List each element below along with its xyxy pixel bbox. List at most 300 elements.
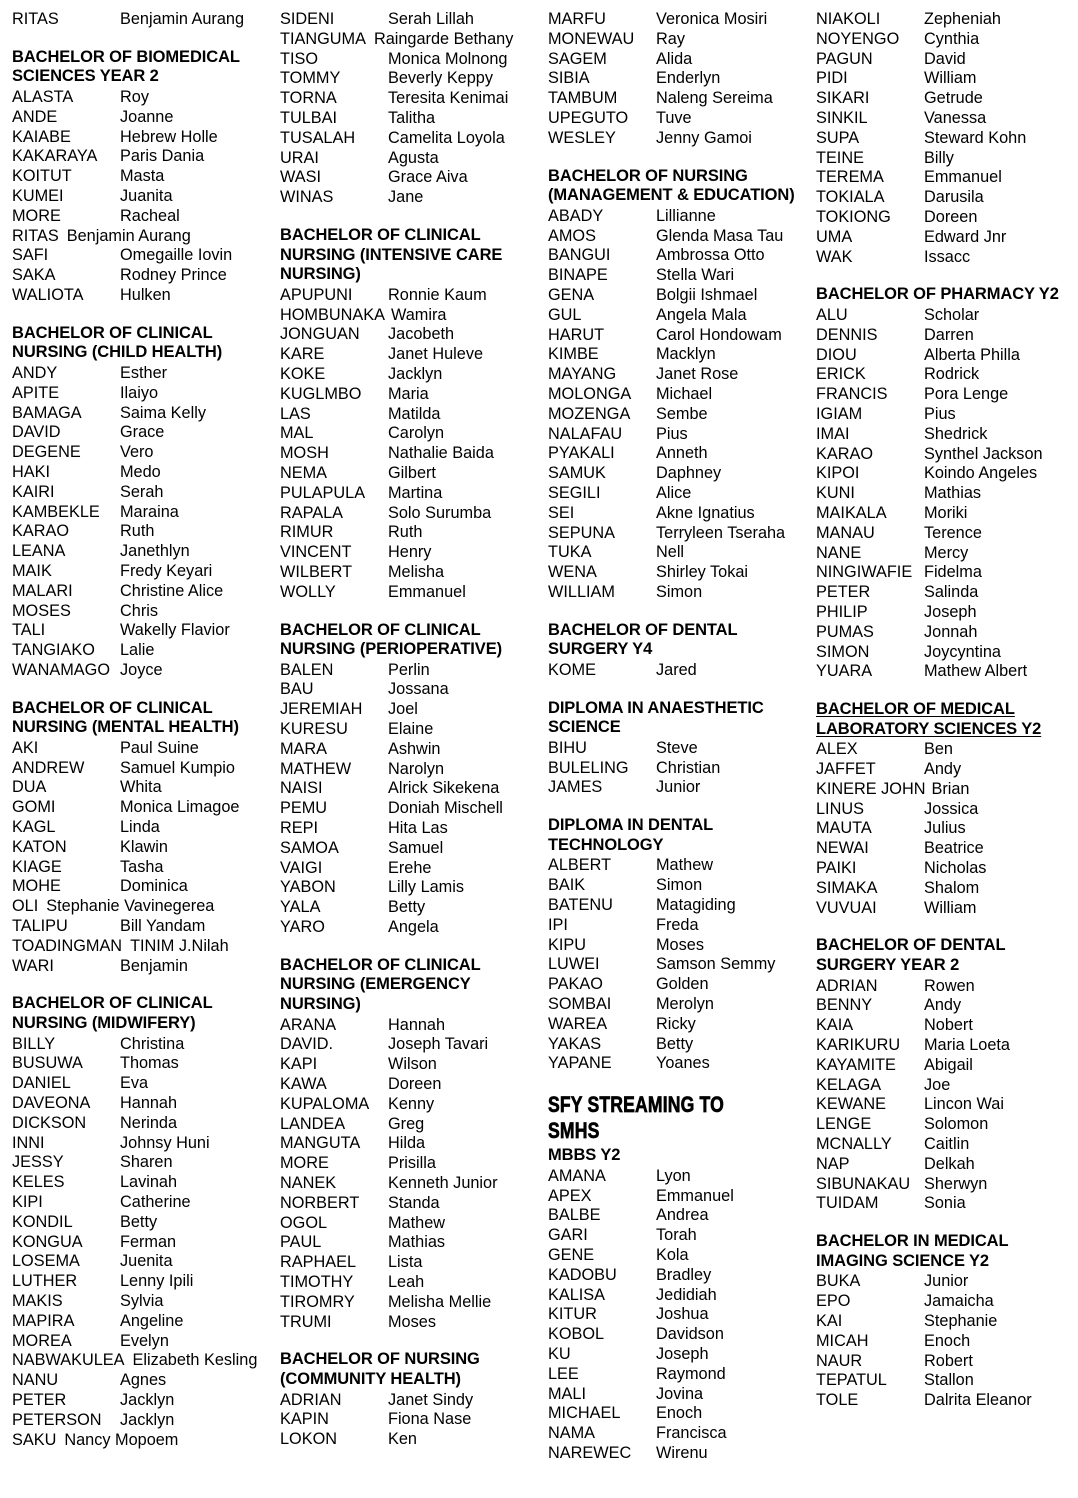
student-surname: RITAS — [12, 226, 59, 245]
student-given-name: Wilson — [388, 1055, 437, 1074]
student-given-name: Joel — [388, 700, 418, 719]
student-given-name: Issacc — [924, 247, 971, 266]
student-surname: BALBE — [548, 1206, 601, 1225]
student-entry — [548, 129, 798, 149]
student-entry — [816, 50, 1077, 70]
student-entry — [12, 1153, 262, 1173]
student-entry — [280, 109, 530, 129]
student-entry — [280, 918, 530, 938]
student-entry — [12, 1272, 262, 1292]
student-surname: WILBERT — [280, 562, 353, 581]
student-surname: DENNIS — [816, 325, 878, 344]
student-surname: KAIRI — [12, 482, 55, 501]
student-surname: TRUMI — [280, 1312, 332, 1331]
student-given-name: Christian — [656, 758, 721, 777]
student-given-name: Andrea — [656, 1206, 709, 1225]
program-section — [280, 226, 530, 603]
student-entry — [280, 286, 530, 306]
student-surname: KARE — [280, 345, 325, 364]
name-list-column — [268, 10, 536, 1450]
student-entry — [12, 108, 262, 128]
student-surname: SIBIA — [548, 69, 590, 88]
student-given-name: Christina — [120, 1034, 185, 1053]
student-entry — [816, 1036, 1077, 1056]
student-entry — [816, 326, 1077, 346]
student-given-name: Tasha — [120, 857, 164, 876]
student-entry — [12, 1252, 262, 1272]
name-list-column — [804, 10, 1078, 1411]
student-entry — [280, 129, 530, 149]
student-entry — [816, 405, 1077, 425]
student-surname: TOLE — [816, 1391, 859, 1410]
student-surname: PAKAO — [548, 975, 603, 994]
student-given-name: Billy — [924, 148, 954, 167]
student-surname: NANEK — [280, 1174, 337, 1192]
columns-container — [0, 10, 1078, 1464]
student-surname: TORNA — [280, 89, 337, 108]
student-surname: TAMBUM — [548, 89, 618, 108]
student-entry — [12, 877, 262, 897]
student-entry — [548, 896, 798, 916]
student-given-name: Solo Surumba — [388, 503, 492, 522]
student-surname: TOKIALA — [816, 188, 885, 207]
student-surname: ERICK — [816, 365, 866, 384]
student-given-name: Serah — [120, 482, 164, 501]
student-given-name: Merolyn — [656, 995, 714, 1014]
student-entry — [548, 1167, 798, 1187]
student-given-name: Nerinda — [120, 1113, 178, 1132]
student-given-name: Ben — [924, 740, 953, 759]
student-given-name: Hannah — [120, 1094, 178, 1113]
student-entry — [12, 858, 262, 878]
student-given-name: Ruth — [388, 523, 423, 542]
name-list-column — [536, 10, 804, 1464]
student-entry — [816, 839, 1077, 859]
student-entry — [548, 484, 798, 504]
student-entry — [816, 544, 1077, 564]
student-entry — [12, 207, 262, 227]
program-section — [12, 994, 262, 1450]
student-entry — [816, 1292, 1077, 1312]
student-given-name: Rowen — [924, 976, 975, 995]
student-surname: TIROMRY — [280, 1292, 355, 1311]
student-surname: AMOS — [548, 226, 596, 245]
student-entry — [816, 149, 1077, 169]
student-entry — [12, 778, 262, 798]
student-given-name: Salinda — [924, 583, 979, 602]
student-entry — [548, 1266, 798, 1286]
student-entry — [548, 1404, 798, 1424]
student-surname: NORBERT — [280, 1193, 360, 1212]
student-surname: IGIAM — [816, 404, 863, 423]
student-surname: DUA — [12, 778, 47, 797]
program-section — [12, 699, 262, 977]
student-given-name: Beatrice — [924, 839, 984, 858]
student-surname: MOLONGA — [548, 384, 632, 403]
student-given-name: Nathalie Baida — [388, 444, 494, 463]
student-entry — [816, 643, 1077, 663]
student-entry — [280, 484, 530, 504]
student-entry — [280, 740, 530, 760]
student-given-name: TINIM J.Nilah — [130, 936, 229, 955]
student-entry — [816, 69, 1077, 89]
student-given-name: Lyon — [656, 1166, 691, 1185]
student-surname: YAKAS — [548, 1034, 602, 1053]
student-entry — [280, 839, 530, 859]
student-given-name: Shalom — [924, 878, 980, 897]
program-section — [548, 1092, 798, 1464]
student-given-name: Mathew — [656, 856, 714, 875]
student-entry — [548, 464, 798, 484]
student-entry — [816, 89, 1077, 109]
student-given-name: Doreen — [388, 1075, 442, 1094]
student-surname: YUARA — [816, 662, 873, 681]
student-entry — [548, 1444, 798, 1464]
program-section — [280, 10, 530, 208]
student-given-name: Simon — [656, 876, 703, 895]
student-entry — [548, 266, 798, 286]
student-entry — [816, 30, 1077, 50]
student-surname: KAMBEKLE — [12, 502, 100, 521]
student-given-name: Saima Kelly — [120, 403, 206, 422]
student-surname: LENGE — [816, 1115, 872, 1134]
student-surname: SUPA — [816, 128, 860, 147]
student-entry — [12, 1292, 262, 1312]
student-entry — [12, 1035, 262, 1055]
student-entry — [816, 583, 1077, 603]
student-given-name: Getrude — [924, 89, 983, 108]
student-entry — [548, 1305, 798, 1325]
student-entry — [816, 306, 1077, 326]
student-entry — [548, 246, 798, 266]
student-entry — [280, 1035, 530, 1055]
student-given-name: Enoch — [656, 1404, 703, 1423]
student-given-name: Francisca — [656, 1424, 727, 1443]
student-given-name: Joshua — [656, 1305, 709, 1324]
program-section — [548, 621, 798, 681]
program-section — [816, 700, 1077, 918]
student-given-name: Mathew Albert — [924, 662, 1028, 681]
student-given-name: Steward Kohn — [924, 128, 1027, 147]
student-given-name: Enderlyn — [656, 69, 721, 88]
student-surname: PETER — [12, 1390, 67, 1409]
program-heading: BACHELOR OF CLINICAL NURSING (EMERGENCY NURSING) — [280, 955, 481, 1014]
student-given-name: Darren — [924, 325, 974, 344]
program-heading: DIPLOMA IN DENTAL TECHNOLOGY — [548, 816, 713, 854]
student-surname: MANGUTA — [280, 1134, 361, 1153]
student-entry — [12, 621, 262, 641]
student-surname: TUIDAM — [816, 1194, 879, 1213]
student-entry — [280, 1095, 530, 1115]
student-surname: LOSEMA — [12, 1252, 80, 1271]
student-surname: NAMA — [548, 1424, 596, 1443]
student-entry — [12, 937, 262, 957]
student-surname: ABADY — [548, 206, 604, 225]
student-entry — [548, 89, 798, 109]
student-surname: BAMAGA — [12, 403, 82, 422]
student-given-name: Raymond — [656, 1364, 726, 1383]
student-entry — [12, 917, 262, 937]
student-given-name: Vero — [120, 443, 154, 462]
student-entry — [548, 1385, 798, 1405]
student-surname: TISO — [280, 49, 318, 68]
student-entry — [816, 484, 1077, 504]
student-entry — [280, 504, 530, 524]
student-surname: SAFI — [12, 246, 49, 265]
student-surname: URAI — [280, 148, 319, 167]
student-entry — [280, 149, 530, 169]
student-given-name: Ambrossa Otto — [656, 246, 765, 265]
student-surname: MAKIS — [12, 1291, 63, 1310]
student-given-name: Lenny Ipili — [120, 1272, 194, 1291]
student-given-name: Melisha — [388, 562, 445, 581]
program-section — [816, 10, 1077, 267]
student-given-name: Simon — [656, 582, 703, 601]
student-given-name: Perlin — [388, 660, 430, 679]
student-entry — [816, 996, 1077, 1016]
student-given-name: Jacklyn — [120, 1410, 175, 1429]
student-given-name: Martina — [388, 483, 443, 502]
student-surname: TALIPU — [12, 917, 68, 936]
student-given-name: Andy — [924, 760, 962, 779]
student-given-name: Scholar — [924, 305, 980, 324]
student-surname: ANDREW — [12, 758, 85, 777]
student-surname: TEPATUL — [816, 1371, 887, 1390]
student-entry — [12, 364, 262, 384]
student-surname: BANGUI — [548, 246, 611, 265]
student-given-name: Jacobeth — [388, 325, 455, 344]
student-entry — [548, 405, 798, 425]
student-entry — [548, 1345, 798, 1365]
student-given-name: Esther — [120, 363, 168, 382]
student-entry — [12, 1074, 262, 1094]
student-given-name: Alice — [656, 483, 692, 502]
student-surname: NALAFAU — [548, 424, 623, 443]
student-surname: WAREA — [548, 1014, 608, 1033]
student-given-name: Nancy Mopoem — [64, 1430, 179, 1449]
program-heading: BACHELOR OF PHARMACY Y2 — [816, 285, 1059, 304]
student-given-name: Mathias — [388, 1233, 446, 1252]
student-given-name: Michael — [656, 384, 713, 403]
student-entry — [816, 819, 1077, 839]
student-given-name: William — [924, 898, 977, 917]
student-given-name: Klawin — [120, 837, 168, 856]
student-surname: HAKI — [12, 462, 51, 481]
program-heading: BACHELOR OF DENTAL SURGERY YEAR 2 — [816, 936, 1006, 975]
student-surname: KATON — [12, 837, 67, 856]
student-given-name: Pora Lenge — [924, 385, 1009, 404]
student-entry — [280, 1194, 530, 1214]
student-given-name: Agnes — [120, 1371, 167, 1390]
student-surname: MAIKALA — [816, 503, 887, 522]
student-surname: NAUR — [816, 1351, 863, 1370]
student-surname: KITUR — [548, 1305, 597, 1324]
student-surname: SIKARI — [816, 89, 870, 108]
student-given-name: Ken — [388, 1430, 417, 1449]
student-entry — [816, 662, 1077, 682]
student-surname: KAPI — [280, 1055, 318, 1074]
student-surname: TOKIONG — [816, 207, 891, 226]
student-entry — [280, 385, 530, 405]
student-entry — [816, 740, 1077, 760]
student-surname: MAIK — [12, 561, 52, 580]
student-entry — [548, 739, 798, 759]
student-surname: WASI — [280, 168, 322, 187]
student-given-name: Eva — [120, 1074, 149, 1093]
student-surname: MOSH — [280, 444, 329, 463]
student-surname: KIMBE — [548, 345, 599, 364]
student-entry — [280, 859, 530, 879]
student-given-name: Maria — [388, 384, 429, 403]
student-surname: GOMI — [12, 798, 56, 817]
student-surname: MATHEW — [280, 759, 352, 778]
student-surname: TULBAI — [280, 108, 338, 127]
student-given-name: Abigail — [924, 1055, 973, 1074]
student-entry — [12, 838, 262, 858]
student-surname: SAMUK — [548, 464, 606, 483]
student-entry — [548, 778, 798, 798]
student-entry — [280, 89, 530, 109]
student-entry — [548, 1206, 798, 1226]
student-given-name: Teresita Kenimai — [388, 89, 509, 108]
student-entry — [280, 405, 530, 425]
student-entry — [280, 1430, 530, 1450]
student-surname: UMA — [816, 227, 853, 246]
student-entry — [280, 543, 530, 563]
student-surname: SAKA — [12, 266, 56, 285]
student-entry — [548, 1286, 798, 1306]
student-given-name: Ronnie Kaum — [388, 285, 487, 304]
student-entry — [816, 1135, 1077, 1155]
student-given-name: Macklyn — [656, 345, 716, 364]
student-given-name: Grace — [120, 423, 165, 442]
student-surname: OLI — [12, 897, 39, 916]
student-given-name: Doreen — [924, 207, 978, 226]
student-given-name: Enoch — [924, 1331, 971, 1350]
student-entry — [548, 563, 798, 583]
student-surname: WILLIAM — [548, 582, 615, 601]
student-surname: PETER — [816, 583, 871, 602]
student-surname: VINCENT — [280, 543, 352, 562]
student-entry — [548, 975, 798, 995]
student-given-name: Omegaille Iovin — [120, 246, 233, 265]
student-entry — [816, 1391, 1077, 1411]
student-given-name: Jared — [656, 660, 697, 679]
student-entry — [280, 1174, 530, 1194]
student-given-name: Lavinah — [120, 1173, 178, 1192]
student-given-name: Angela Mala — [656, 305, 747, 324]
student-given-name: Christine Alice — [120, 581, 224, 600]
student-entry — [548, 1246, 798, 1266]
student-surname: NAP — [816, 1154, 850, 1173]
student-surname: LUWEI — [548, 955, 600, 974]
student-given-name: Emmanuel — [388, 582, 466, 601]
student-surname: ANDE — [12, 107, 58, 126]
student-surname: MORE — [12, 206, 61, 225]
student-given-name: Erehe — [388, 858, 432, 877]
student-surname: GARI — [548, 1226, 588, 1245]
student-surname: MORE — [280, 1154, 329, 1173]
student-surname: MOREA — [12, 1331, 72, 1350]
student-surname: ANDY — [12, 363, 58, 382]
student-entry — [816, 1115, 1077, 1135]
student-entry — [12, 1351, 262, 1371]
student-given-name: Bill Yandam — [120, 917, 206, 936]
student-given-name: Mathew — [388, 1213, 446, 1232]
student-entry — [12, 818, 262, 838]
student-entry — [816, 859, 1077, 879]
student-entry — [12, 582, 262, 602]
student-surname: SAMOA — [280, 838, 339, 857]
student-given-name: Joanne — [120, 107, 174, 126]
student-given-name: Joseph — [924, 602, 977, 621]
student-given-name: Elaine — [388, 720, 434, 739]
student-entry — [12, 602, 262, 622]
student-surname: KELES — [12, 1173, 65, 1192]
student-entry — [816, 346, 1077, 366]
student-entry — [280, 799, 530, 819]
student-entry — [12, 88, 262, 108]
student-given-name: Ricky — [656, 1014, 696, 1033]
student-entry — [12, 246, 262, 266]
student-surname: UPEGUTO — [548, 108, 629, 127]
student-given-name: Mercy — [924, 543, 969, 562]
student-entry — [12, 957, 262, 977]
student-surname: ALEX — [816, 740, 858, 759]
student-entry — [548, 936, 798, 956]
student-given-name: Davidson — [656, 1325, 724, 1344]
student-entry — [548, 425, 798, 445]
student-entry — [548, 365, 798, 385]
student-surname: NEWAI — [816, 839, 869, 858]
student-entry — [816, 365, 1077, 385]
program-heading: BACHELOR OF NURSING (COMMUNITY HEALTH) — [280, 1350, 480, 1388]
student-surname: NOYENGO — [816, 29, 900, 48]
student-entry — [12, 187, 262, 207]
student-given-name: Joycyntina — [924, 642, 1001, 661]
student-given-name: Benjamin — [120, 956, 188, 975]
program-section — [12, 10, 262, 30]
student-given-name: Lillianne — [656, 206, 716, 225]
program-section — [816, 285, 1077, 682]
student-surname: KOBOL — [548, 1325, 605, 1344]
student-given-name: Robert — [924, 1351, 973, 1370]
program-section — [12, 48, 262, 306]
program-section — [816, 1232, 1077, 1411]
student-surname: MOSES — [12, 601, 71, 620]
student-surname: NEMA — [280, 463, 328, 482]
student-surname: ADRIAN — [816, 976, 878, 995]
student-given-name: Whita — [120, 778, 162, 797]
student-entry — [280, 680, 530, 700]
student-entry — [280, 1313, 530, 1333]
student-given-name: Jovina — [656, 1384, 704, 1403]
student-surname: BUKA — [816, 1272, 861, 1291]
student-given-name: Samuel Kumpio — [120, 758, 235, 777]
student-given-name: Maria Loeta — [924, 1036, 1010, 1055]
student-surname: WARI — [12, 956, 54, 975]
student-surname: KOITUT — [12, 167, 72, 186]
student-entry — [12, 1213, 262, 1233]
student-given-name: Rodrick — [924, 365, 980, 384]
student-surname: TUSALAH — [280, 128, 356, 147]
student-entry — [548, 227, 798, 247]
student-given-name: Stella Wari — [656, 266, 735, 285]
student-surname: DAVID — [12, 423, 61, 442]
student-entry — [280, 1115, 530, 1135]
student-given-name: Akne Ignatius — [656, 503, 755, 522]
student-entry — [816, 780, 1077, 800]
